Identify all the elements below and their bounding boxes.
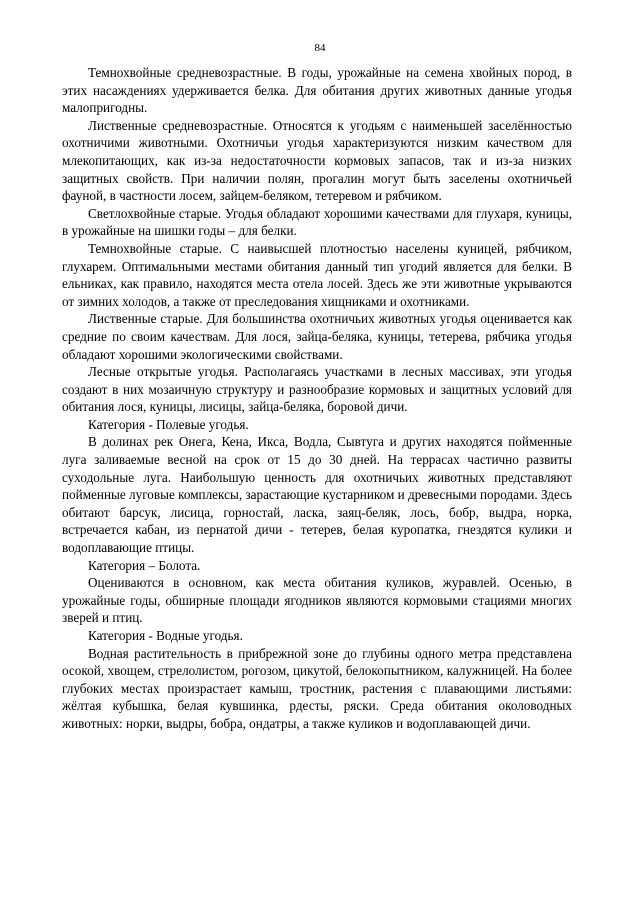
paragraph-dark-conifer-middle-aged: Темнохвойные средневозрастные. В годы, урожайные на семена хвойных пород, в этих насаждениях удерживается белка. Для обитания других животных данные угодья малопригодны. [62, 65, 572, 116]
paragraph-river-meadows: В долинах рек Онега, Кена, Икса, Водла, Сывтуга и других находятся пойменные луга заливаемые весной на срок от 15 до 30 дней. На террасах частично развиты суходольные луга. Наибольшую ценность для охотничьих животных представляют пойменные луговые комплексы, зарастающие кустарником и древесными породами. Здесь обитают барсук, лисица, горностай, ласка, заяц-беляк, лось, бобр, выдра, норка, встречается кабан, из пернатой дичи - тетерев, белая куропатка, гнездятся кулики и водоплавающие птицы. [62, 434, 573, 556]
page-body [62, 64, 572, 733]
paragraph-deciduous-middle-aged: Лиственные средневозрастные. Относятся к угодьям с наименьшей заселённостью охотничими животными. Охотничьи угодья характеризуются низким качеством для млекопитающих, как из-за недостаточности кормовых запасов, так и из-за низких защитных свойств. При наличии полян, прогалин могут быть заселены охотничьей фауной, в частности лосем, зайцем-беляком, тетеревом и рябчиком. [62, 117, 572, 204]
heading-water-lands: Категория - Водные угодья. [88, 628, 243, 643]
paragraph-swamps: Оцениваются в основном, как места обитания куликов, журавлей. Осенью, в урожайные годы, обширные площади ягодников являются кормовыми стациями многих зверей и птиц. [62, 575, 572, 626]
page-number: 84 [314, 42, 326, 54]
heading-field-lands: Категория - Полевые угодья. [88, 416, 249, 432]
paragraph-forest-open-lands: Лесные открытые угодья. Располагаясь участками в лесных массивах, эти угодья создают в них мозаичную структуру и разнообразие кормовых и защитных условий для обитания лося, куницы, лисицы, зайца-беляка, боровой дичи. [62, 364, 572, 415]
paragraph-dark-conifer-old: Темнохвойные старые. С наивысшей плотностью населены куницей, рябчиком, глухарем. Оптимальными местами обитания данный тип угодий является для белки. В ельниках, как правило, находятся места отела лосей. Здесь же эти животные укрываются от зимних холодов, а также от преследования хищниками и охотниками. [62, 240, 572, 309]
paragraph-deciduous-old: Лиственные старые. Для большинства охотничьих животных угодья оценивается как средние по своим качествам. Для лося, зайца-беляка, куницы, тетерева, рябчика угодья обладают хорошими экологическими свойствами. [62, 311, 572, 362]
paragraph-water-vegetation: Водная растительность в прибрежной зоне до глубины одного метра представлена осокой, хвощем, стрелолистом, рогозом, цикутой, белокопытником, калужницей. На более глубоких местах произрастает камыш, тростник, растения с плавающими листьями: жёлтая кубышка, белая кувшинка, рдесты, ряски. Среда обитания околоводных животных: норки, выдры, бобра, ондатры, а также куликов и водоплавающей дичи. [62, 645, 572, 731]
paragraph-light-conifer-old: Светлохвойные старые. Угодья обладают хорошими качествами для глухаря, куницы, в урожайные на шишки годы – для белки. [62, 205, 572, 239]
heading-swamps: Категория – Болота. [88, 557, 201, 573]
